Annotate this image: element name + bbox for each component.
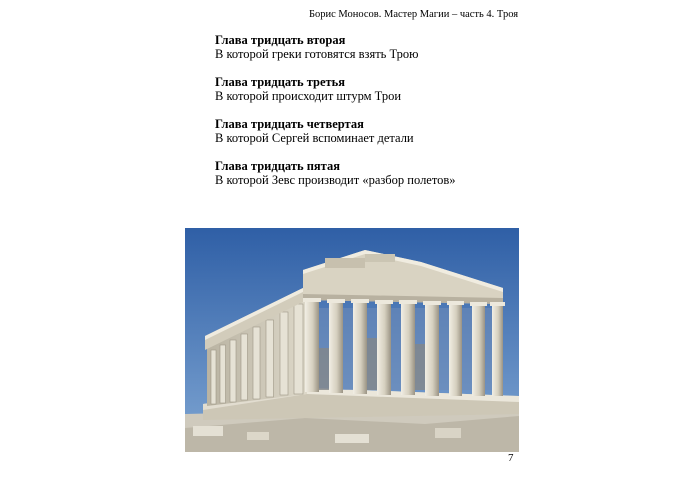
chapter-title: Глава тридцать вторая xyxy=(215,33,346,47)
chapter-description: В которой происходит штурм Трои xyxy=(215,89,402,103)
toc-entry xyxy=(215,159,595,187)
chapter-description: В которой Сергей вспоминает детали xyxy=(215,131,414,145)
chapter-title: Глава тридцать четвертая xyxy=(215,117,364,131)
page-number: 7 xyxy=(508,452,514,464)
front-columns xyxy=(305,300,503,396)
table-of-contents xyxy=(215,33,595,201)
chapter-description: В которой греки готовятся взять Трою xyxy=(215,47,419,61)
toc-entry xyxy=(215,33,595,61)
parthenon-photo xyxy=(185,228,519,452)
chapter-title: Глава тридцать пятая xyxy=(215,159,340,173)
toc-entry xyxy=(215,117,595,145)
parthenon-icon xyxy=(185,228,519,452)
chapter-description: В которой Зевс производит «разбор полетов» xyxy=(215,173,456,187)
running-header: Борис Моносов. Мастер Магии – часть 4. Троя xyxy=(309,9,519,20)
toc-entry xyxy=(215,75,595,103)
chapter-title: Глава тридцать третья xyxy=(215,75,346,89)
